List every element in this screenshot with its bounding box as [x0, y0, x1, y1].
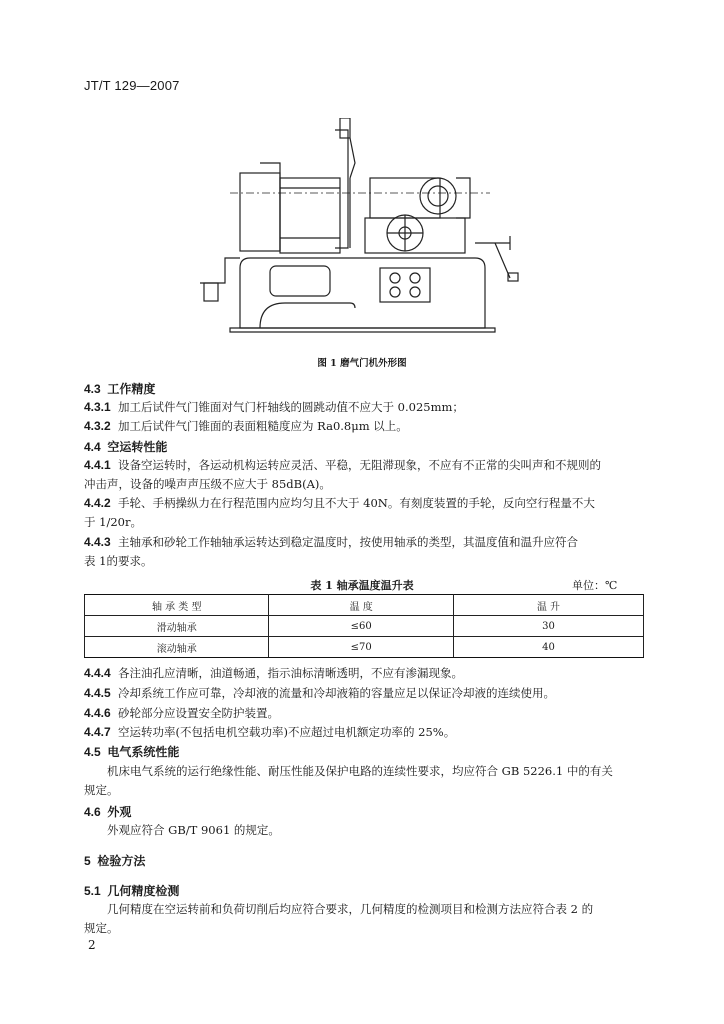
- table-row: [85, 616, 644, 637]
- table-unit: 单位：℃: [572, 579, 618, 592]
- item-4-3-1: [84, 398, 644, 417]
- section-4-5-heading: [84, 743, 179, 760]
- item-text: 各注油孔应清晰，油道畅通，指示油标清晰透明，不应有渗漏现象。: [118, 666, 464, 680]
- item-number: 4.4.7: [84, 725, 111, 739]
- item-number: 4.3.1: [84, 400, 111, 414]
- table-cell: ≤60: [269, 616, 453, 637]
- section-5-heading: [84, 852, 145, 869]
- item-text: 砂轮部分应设置安全防护装置。: [118, 706, 280, 720]
- item-text: 加工后试件气门锥面的表面粗糙度应为 Ra0.8μm 以上。: [118, 419, 408, 433]
- section-4-6-heading: [84, 803, 131, 820]
- table-cell: ≤70: [269, 637, 453, 658]
- item-4-4-3: [84, 533, 644, 571]
- section-4-6-paragraph: [84, 821, 644, 840]
- standard-number: JT/T 129—2007: [84, 78, 180, 93]
- item-text: 手轮、手柄操纵力在行程范围内应均匀且不大于 40N。有刻度装置的手轮，反向空行程量不大: [118, 496, 595, 510]
- item-4-4-2: [84, 494, 644, 532]
- section-4-4-heading: [84, 438, 167, 455]
- table-cell: 滑动轴承: [85, 616, 269, 637]
- figure-caption: 图 1 磨气门机外形图: [317, 358, 407, 369]
- item-4-4-5: [84, 684, 644, 703]
- item-text: 设备空运转时，各运动机构运转应灵活、平稳，无阻滞现象，不应有不正常的尖叫声和不规则的: [118, 458, 602, 472]
- section-title: 电气系统性能: [107, 745, 180, 759]
- section-number: 4.5: [84, 745, 101, 759]
- item-4-4-1: [84, 456, 644, 494]
- machine-drawing: [190, 118, 520, 340]
- section-title: 工作精度: [107, 382, 156, 396]
- column-header: 温 度: [269, 595, 453, 616]
- item-4-4-6: [84, 704, 644, 723]
- table-header-row: [85, 595, 644, 616]
- column-header: 轴 承 类 型: [85, 595, 269, 616]
- item-text: 空运转功率(不包括电机空载功率)不应超过电机额定功率的 25%。: [118, 725, 456, 739]
- item-number: 4.4.2: [84, 496, 111, 510]
- section-number: 4.3: [84, 382, 101, 396]
- item-text-continued: 冲击声，设备的噪声声压级不应大于 85dB(A)。: [84, 477, 331, 491]
- paragraph-text-continued: 规定。: [84, 921, 119, 935]
- section-title: 空运转性能: [107, 440, 168, 454]
- table-cell: 滚动轴承: [85, 637, 269, 658]
- item-4-4-4: [84, 664, 644, 683]
- section-number: 5: [84, 854, 91, 868]
- section-number: 5.1: [84, 884, 101, 898]
- paragraph-text: 机床电气系统的运行绝缘性能、耐压性能及保护电路的连续性要求，均应符合 GB 5226.1 中的有关: [107, 764, 613, 778]
- item-number: 4.3.2: [84, 419, 111, 433]
- item-number: 4.4.4: [84, 666, 111, 680]
- section-title: 几何精度检测: [107, 884, 180, 898]
- item-number: 4.4.5: [84, 686, 111, 700]
- section-4-3-heading: [84, 380, 155, 397]
- section-4-5-paragraph: [84, 762, 644, 800]
- paragraph-text: 几何精度在空运转前和负荷切削后均应符合要求，几何精度的检测项目和检测方法应符合表 2 的: [107, 902, 594, 916]
- section-title: 检验方法: [97, 854, 146, 868]
- page-number: 2: [88, 938, 96, 952]
- item-4-4-7: [84, 723, 644, 742]
- item-number: 4.4.3: [84, 535, 111, 549]
- item-number: 4.4.1: [84, 458, 111, 472]
- section-5-1-heading: [84, 882, 179, 899]
- column-header: 温 升: [453, 595, 643, 616]
- table-cell: 40: [453, 637, 643, 658]
- section-title: 外观: [107, 805, 132, 819]
- item-number: 4.4.6: [84, 706, 111, 720]
- table-caption: 表 1 轴承温度温升表: [310, 579, 414, 592]
- table-row: [85, 637, 644, 658]
- paragraph-text: 外观应符合 GB/T 9061 的规定。: [107, 823, 280, 837]
- section-5-1-paragraph: [84, 900, 644, 938]
- item-4-3-2: [84, 417, 644, 436]
- table-cell: 30: [453, 616, 643, 637]
- item-text-continued: 表 1的要求。: [84, 554, 153, 568]
- paragraph-text-continued: 规定。: [84, 783, 119, 797]
- item-text-continued: 于 1/20r。: [84, 515, 142, 529]
- bearing-temperature-table: [84, 594, 644, 658]
- item-text: 主轴承和砂轮工作轴轴承运转达到稳定温度时，按使用轴承的类型，其温度值和温升应符合: [118, 535, 579, 549]
- item-text: 加工后试件气门锥面对气门杆轴线的圆跳动值不应大于 0.025mm；: [118, 400, 464, 414]
- item-text: 冷却系统工作应可靠，冷却液的流量和冷却液箱的容量应足以保证冷却液的连续使用。: [118, 686, 556, 700]
- section-number: 4.4: [84, 440, 101, 454]
- section-number: 4.6: [84, 805, 101, 819]
